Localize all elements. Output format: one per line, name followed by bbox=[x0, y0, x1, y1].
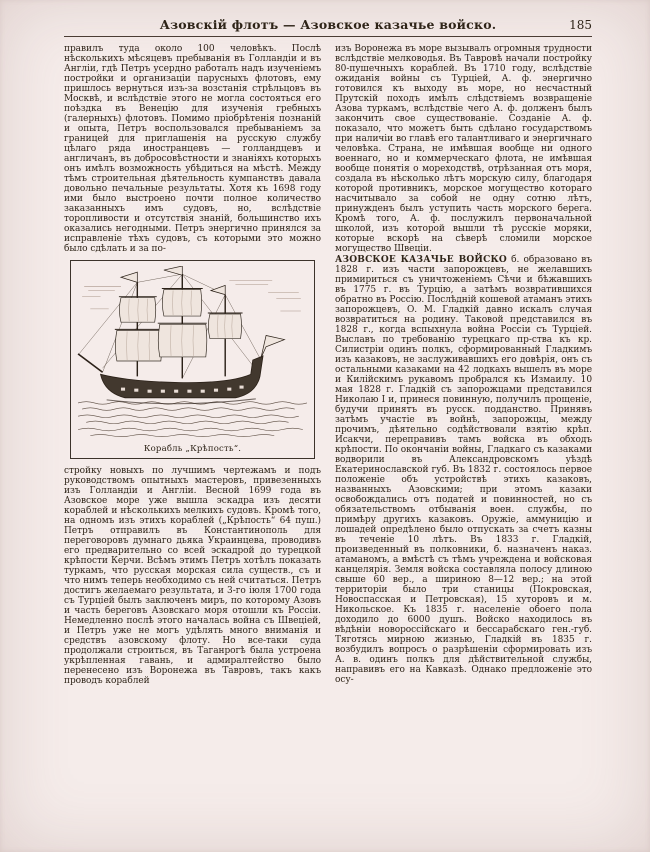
header-rule bbox=[64, 36, 592, 37]
running-header bbox=[64, 16, 592, 34]
article-cossack-host-body: б. образовано въ 1828 г. изъ части запорожцевъ, не желавшихъ примириться съ уничтоженіемъ Сѣчи и бѣжавшихъ въ 1775 г. въ Турцію, а затѣмъ возвратившихся обратно въ Россію. Послѣдній кошевой атаманъ этихъ запорожцевъ, О. М. Гладкій давно искалъ случая возвратиться на родину. Таковой представился въ 1828 г., когда вспыхнула война Россіи съ Турціей. Выславъ по требованію турецкаго пр-ства къ кр. Силистріи одинъ полкъ, сформированный Гладкимъ изъ казаковъ, не заслуживавшихъ его довѣрія, онъ съ остальными казаками на 42 лодкахъ вышелъ въ море и Килійскимъ рукавомъ пробрался къ Измаилу. 10 мая 1828 г. Гладкій съ запорожцами представился Николаю I и, принеся повинную, получилъ прощеніе, будучи принятъ въ русск. подданство. Принявъ затѣмъ участіе въ войнѣ, запорожцы, между прочимъ, дѣятельно содѣйствовали взятію крѣп. Исакчи, переправивъ тамъ войска въ обходъ крѣпости. По окончаніи войны, Гладкаго съ казаками водворили въ Александровскомъ уѣздѣ Екатеринославской губ. Въ 1832 г. состоялось первое положеніе объ устройствѣ этихъ казаковъ, названныхъ Азовскими; при этомъ казаки освобождались отъ податей и повинностей, но съ обязательствомъ отбыванія воен. службы, по примѣру другихъ казаковъ. Оружіе, аммуницію и лошадей опредѣлено было отпускать за счетъ казны въ теченіе 10 лѣтъ. Въ 1833 г. Гладкій, произведенный въ полковники, б. назначенъ наказ. атаманомъ, а вмѣстѣ съ тѣмъ учреждена и войсковая канцелярія. Земля войска составляла полосу длиною свыше 60 вер., а шириною 8—12 вер.; на этой территоріи было три станицы (Покровская, Новоспасская и Петровская), 15 хуторовъ и м. Никольское. Къ 1835 г. населеніе обоего пола доходило до 6000 душъ. Войско находилось въ вѣдѣніи новороссійскаго и бессарабскаго ген.-губ. Тяготясь мирною жизнью, Гладкій въ 1835 г. возбудилъ вопросъ о разрѣшеніи сформировать изъ А. в. одинъ полкъ для дѣйствительной службы, направивъ его на Кавказѣ. Однако предложеніе это осу- bbox=[335, 255, 592, 685]
two-column-text-block bbox=[64, 44, 592, 686]
sails bbox=[115, 290, 241, 362]
page-header-title: Азовскій флотъ — Азовское казачье войско. bbox=[159, 17, 497, 32]
article-cossack-host bbox=[335, 255, 592, 685]
left-column bbox=[64, 44, 321, 686]
article-azov-fleet-text-end: изъ Воронежа въ море вызывалъ огромныя трудности вслѣдствіе мелководья. Въ Тавровѣ начали постройку 80-пушечныхъ кораблей. Въ 1710 году, вслѣдствіе ожиданія войны съ Турціей, А. ф. энергично готовился къ выходу въ море, но несчастный Прутскій походъ имѣлъ слѣдствіемъ возвращеніе Азова туркамъ, вслѣдствіе чего А. ф. долженъ былъ закончить свое существованіе. Созданіе А. ф. показало, что можетъ быть сдѣлано государствомъ при наличіи во главѣ его талантливаго и энергичнаго человѣка. Страна, не имѣвшая вообще ни одного военнаго, но и коммерческаго флота, не имѣвшая вообще понятія о мореходствѣ, отрѣзанная отъ моря, создала въ нѣсколько лѣтъ морскую силу, благодаря которой противникъ, морское могущество котораго насчитывало за собой не одну сотню лѣтъ, принужденъ былъ уступить часть морского берега. Кромѣ того, А. ф. послужилъ первоначальной школой, изъ которой вышли тѣ русскіе моряки, которые вскорѣ на сѣверѣ сломили морское могущество Швеціи. bbox=[335, 44, 592, 254]
right-column bbox=[335, 44, 592, 686]
article-azov-fleet-text-bottom: стройку новыхъ по лучшимъ чертежамъ и подъ руководствомъ опытныхъ мастеровъ, привезенныхъ изъ Голландіи и Англіи. Весной 1699 года въ Азовское море уже вышла эскадра изъ десяти кораблей и нѣсколькихъ мелкихъ судовъ. Кромѣ того, на одномъ изъ этихъ кораблей („Крѣпость“ 64 пуш.) Петръ отправилъ въ Константинополь для переговоровъ думнаго дьяка Украинцева, проводивъ его предварительно со всей эскадрой до турецкой крѣпости Керчи. Всѣмъ этимъ Петръ хотѣлъ показать туркамъ, что русская морская сила существ., съ и что нимъ теперь необходимо съ ней считаться. Петръ достигъ желаемаго результата, и 3-го іюля 1700 года съ Турціей былъ заключенъ миръ, по которому Азовъ и часть береговъ Азовскаго моря отошли къ Россіи. Немедленно послѣ этого началась война съ Швеціей, и Петръ уже не могъ удѣлять много вниманія и средствъ азовскому флоту. Но все-таки суда продолжали строиться, въ Таганрогѣ была устроена укрѣпленная гавань, и адмиралтейство было перенесено изъ Воронежа въ Тавровъ, такъ какъ проводъ кораблей bbox=[64, 465, 321, 686]
article-cossack-host-heading: АЗОВСКОЕ КАЗАЧЬЕ ВОЙСКО bbox=[335, 255, 507, 265]
sea-lines bbox=[78, 402, 307, 437]
article-azov-fleet-text-top: правилъ туда около 100 человѣкъ. Послѣ нѣсколькихъ мѣсяцевъ пребыванія въ Голландіи и въ Англіи, гдѣ Петръ усердно работалъ надъ изученіемъ постройки и организаціи парусныхъ флотовъ, ему пришлось вернуться изъ-за возстанія стрѣльцовъ въ Москвѣ, и вслѣдствіе этого не могла состояться его поѣздка въ Венецію для изученія гребныхъ (галерныхъ) флотовъ. Помимо пріобрѣтенія познаній и опыта, Петръ воспользовался пребываніемъ за границей для приглашенія на русскую службу цѣлаго ряда иностранцевъ — голландцевъ и англичанъ, въ добросовѣстности и знаніяхъ которыхъ онъ имѣлъ возможность убѣдиться на мѣстѣ. Между тѣмъ строительная дѣятельность кумпанствъ давала довольно печальные результаты. Хотя къ 1698 году ими было выстроено почти полное количество заказанныхъ имъ судовъ, но, вслѣдствіе торопливости и отсутствія знаній, большинство ихъ оказались негодными. Петръ энергично принялся за исправленіе тѣхъ судовъ, съ которыми это можно было сдѣлать и за по- bbox=[64, 44, 321, 254]
ship-engraving bbox=[76, 266, 309, 442]
ship-engraving-figure bbox=[70, 260, 315, 459]
figure-caption: Корабль „Крѣпость“. bbox=[143, 443, 242, 454]
waterline-shadow bbox=[107, 399, 256, 404]
page-number: 185 bbox=[569, 18, 592, 32]
